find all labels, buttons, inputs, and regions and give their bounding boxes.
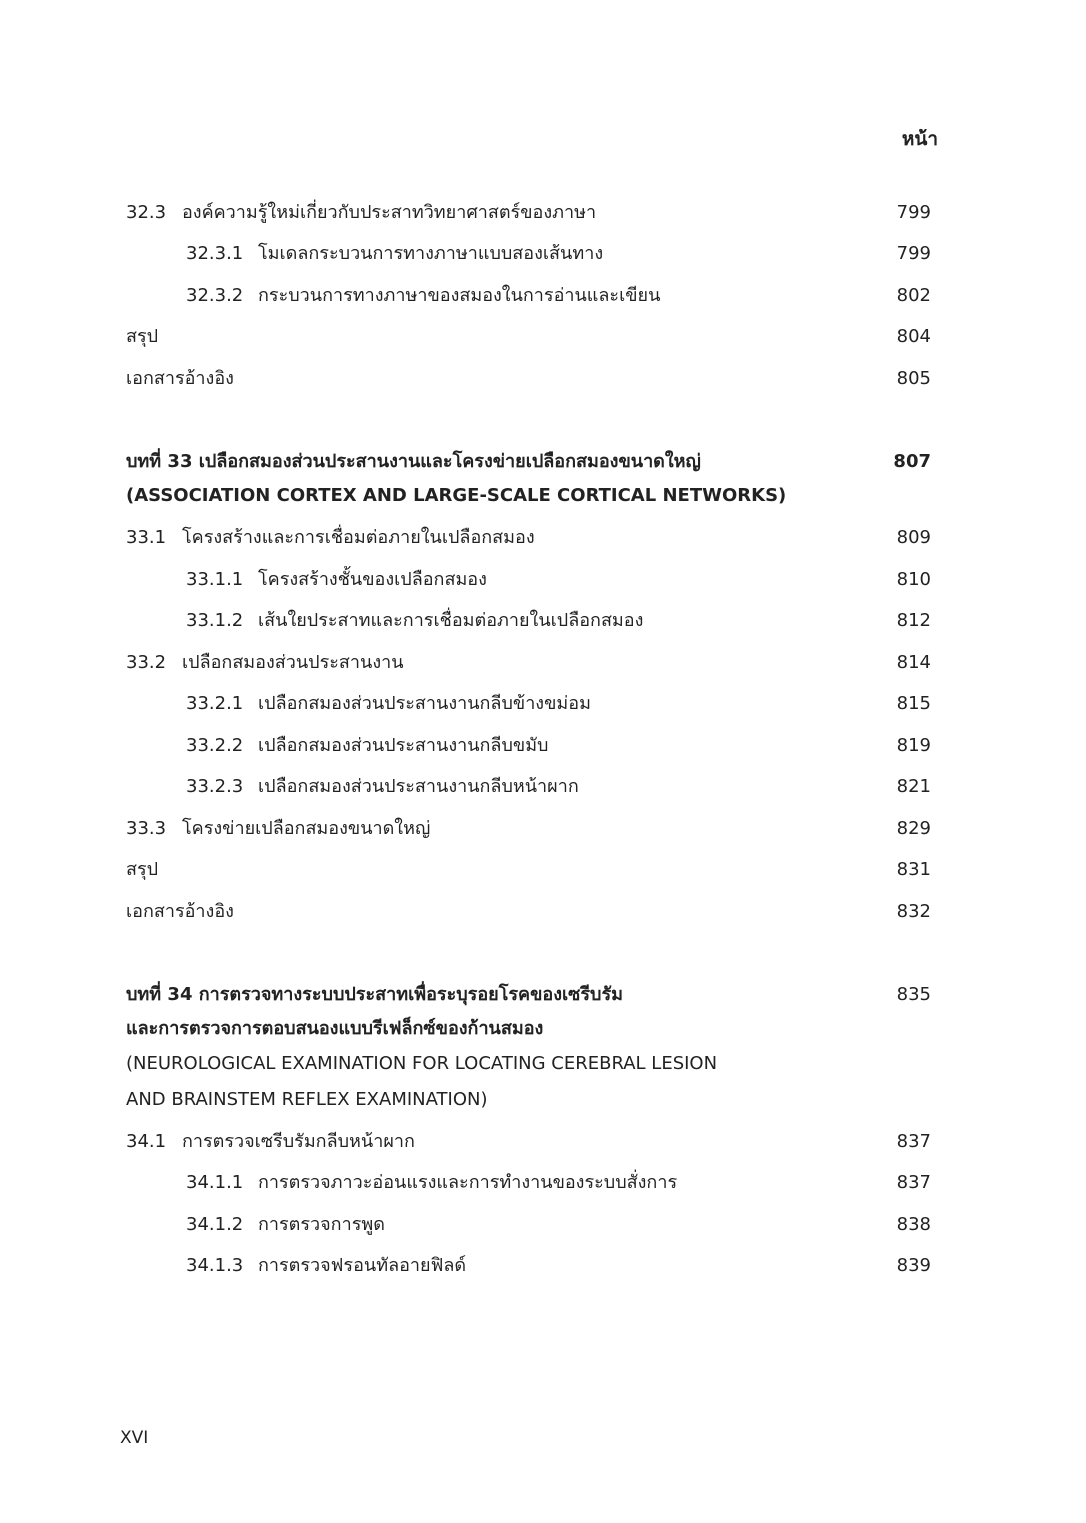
chapter-34-title-english-line1: (NEUROLOGICAL EXAMINATION FOR LOCATING CEREBRAL LESION	[126, 1053, 718, 1074]
section-title: การตรวจภาวะอ่อนแรงและการทำงานของระบบสั่งการ	[258, 1172, 678, 1193]
section-number: 32.3	[126, 202, 167, 223]
page-number: 839	[896, 1255, 931, 1276]
chapter-33-page: 807	[893, 451, 931, 472]
page-number: 819	[896, 735, 931, 756]
page-label: หน้า	[901, 128, 938, 150]
toc-entry-33-2-2[interactable]	[186, 729, 931, 763]
section-number: 32.3.2	[186, 285, 244, 306]
section-title: เปลือกสมองส่วนประสานงานกลีบขมับ	[258, 735, 549, 756]
section-title: โมเดลกระบวนการทางภาษาแบบสองเส้นทาง	[258, 243, 604, 264]
section-title: โครงข่ายเปลือกสมองขนาดใหญ่	[182, 818, 431, 839]
page-number: 814	[896, 652, 931, 673]
page-number: 812	[896, 610, 931, 631]
chapter-33-title-english: (ASSOCIATION CORTEX AND LARGE-SCALE CORTICAL NETWORKS)	[126, 485, 787, 506]
page-number: 837	[896, 1131, 931, 1152]
section-title: โครงสร้างชั้นของเปลือกสมอง	[258, 569, 487, 590]
toc-entry-32-3-1[interactable]	[186, 237, 931, 271]
page-number: 821	[896, 776, 931, 797]
section-title: การตรวจเซรีบรัมกลีบหน้าผาก	[182, 1131, 415, 1152]
toc-entry-34-1-1[interactable]	[186, 1166, 931, 1200]
page-number: 838	[896, 1214, 931, 1235]
section-number: 33.3	[126, 818, 167, 839]
page-number: 809	[896, 527, 931, 548]
toc-entry-32-3[interactable]	[126, 196, 931, 230]
section-title: กระบวนการทางภาษาของสมองในการอ่านและเขียน	[258, 285, 661, 306]
chapter-34-title-line2: และการตรวจการตอบสนองแบบรีเฟล็กซ์ของก้านสมอง	[126, 1018, 544, 1039]
section-title: เอกสารอ้างอิง	[126, 901, 234, 922]
section-number: 34.1.3	[186, 1255, 244, 1276]
section-number: 34.1	[126, 1131, 167, 1152]
section-number: 33.2.1	[186, 693, 244, 714]
section-title: เปลือกสมองส่วนประสานงานกลีบหน้าผาก	[258, 776, 579, 797]
section-title: เปลือกสมองส่วนประสานงาน	[182, 652, 404, 673]
section-number: 33.2.2	[186, 735, 244, 756]
toc-entry-33-summary[interactable]	[126, 853, 931, 887]
page-number: 805	[896, 368, 931, 389]
page-number: 802	[896, 285, 931, 306]
section-title: เปลือกสมองส่วนประสานงานกลีบข้างขม่อม	[258, 693, 591, 714]
toc-entry-33-2-1[interactable]	[186, 687, 931, 721]
section-title: การตรวจฟรอนทัลอายฟิลด์	[258, 1255, 467, 1276]
page-number: 810	[896, 569, 931, 590]
section-number: 33.1	[126, 527, 167, 548]
toc-entry-32-references[interactable]	[126, 362, 931, 396]
section-title: สรุป	[126, 859, 159, 880]
section-number: 33.1.2	[186, 610, 244, 631]
section-number: 33.2.3	[186, 776, 244, 797]
page-number: 837	[896, 1172, 931, 1193]
toc-entry-33-1[interactable]	[126, 521, 931, 555]
section-number: 32.3.1	[186, 243, 244, 264]
section-title: เส้นใยประสาทและการเชื่อมต่อภายในเปลือกสมอง	[258, 610, 644, 631]
page-number: 831	[896, 859, 931, 880]
toc-entry-33-references[interactable]	[126, 895, 931, 929]
toc-entry-34-1[interactable]	[126, 1125, 931, 1159]
section-title: การตรวจการพูด	[258, 1214, 385, 1235]
toc-entry-33-2[interactable]	[126, 646, 931, 680]
page-number: 815	[896, 693, 931, 714]
section-number: 33.2	[126, 652, 167, 673]
toc-entry-33-3[interactable]	[126, 812, 931, 846]
page-number: 799	[896, 202, 931, 223]
toc-entry-32-3-2[interactable]	[186, 279, 931, 313]
section-number: 34.1.1	[186, 1172, 244, 1193]
chapter-33-title[interactable]: บทที่ 33 เปลือกสมองส่วนประสานงานและโครงข่ายเปลือกสมองขนาดใหญ่	[126, 451, 701, 472]
chapter-34-title-english-line2: AND BRAINSTEM REFLEX EXAMINATION)	[126, 1089, 488, 1110]
toc-entry-32-summary[interactable]	[126, 320, 931, 354]
page-number: 804	[896, 326, 931, 347]
toc-entry-33-2-3[interactable]	[186, 770, 931, 804]
toc-entry-34-1-3[interactable]	[186, 1249, 931, 1283]
section-title: โครงสร้างและการเชื่อมต่อภายในเปลือกสมอง	[182, 527, 535, 548]
toc-entry-34-1-2[interactable]	[186, 1208, 931, 1242]
section-title: สรุป	[126, 326, 159, 347]
toc-entry-33-1-2[interactable]	[186, 604, 931, 638]
section-title: เอกสารอ้างอิง	[126, 368, 234, 389]
chapter-34-title[interactable]: บทที่ 34 การตรวจทางระบบประสาทเพื่อระบุรอยโรคของเซรีบรัม	[126, 984, 623, 1005]
page-number: 799	[896, 243, 931, 264]
section-title: องค์ความรู้ใหม่เกี่ยวกับประสาทวิทยาศาสตร์ของภาษา	[182, 202, 597, 223]
page-number: 829	[896, 818, 931, 839]
chapter-34-page: 835	[896, 984, 931, 1005]
footer-page-number: XVI	[120, 1428, 149, 1448]
section-number: 33.1.1	[186, 569, 244, 590]
section-number: 34.1.2	[186, 1214, 244, 1235]
page-number: 832	[896, 901, 931, 922]
toc-entry-33-1-1[interactable]	[186, 563, 931, 597]
